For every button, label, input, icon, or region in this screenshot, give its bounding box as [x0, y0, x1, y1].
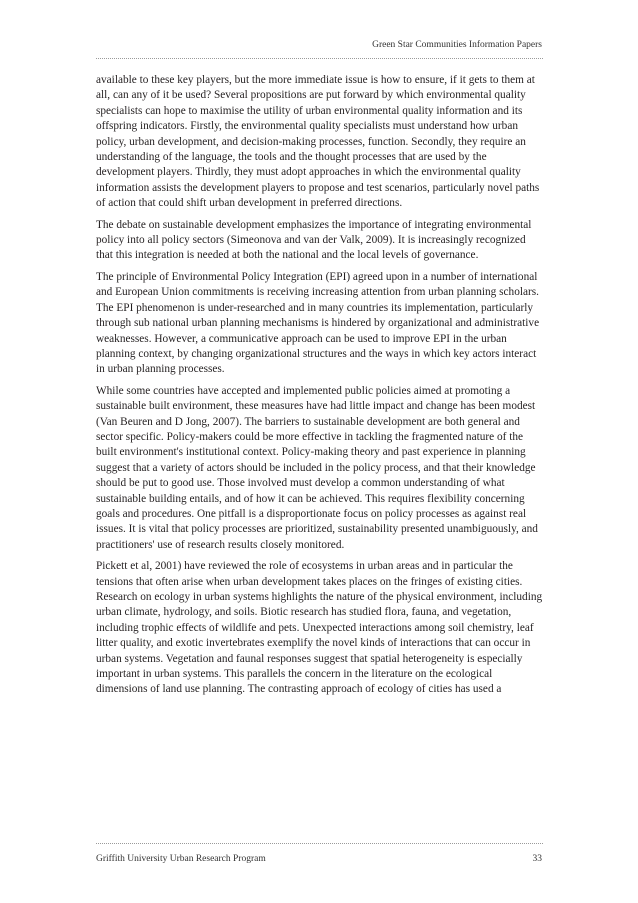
header-title: Green Star Communities Information Papers	[372, 40, 542, 50]
body-text	[96, 73, 543, 704]
paragraph: Pickett et al, 2001) have reviewed the role of ecosystems in urban areas and in particular the tensions that often arise when urban development takes places on the fringes of existing cities. Research on ecology in urban systems highlights the nature of the physical environment, including urban climate, hydrology, and soils. Biotic research has studied flora, fauna, and vegetation, including trophic effects of wildlife and pets. Unexpected interactions among soil chemistry, leaf litter quality, and exotic invertebrates exemplify the novel kinds of interactions that can occur in urban systems. Vegetation and faunal responses suggest that spatial heterogeneity is especially important in urban systems. This parallels the concern in the literature on the ecological dimensions of land use planning. The contrasting approach of ecology of cities has used a	[96, 560, 543, 696]
paragraph: The debate on sustainable development emphasizes the importance of integrating environmental policy into all policy sectors (Simeonova and van der Valk, 2009). It is increasingly recognized that this integration is needed at both the national and the local levels of governance.	[96, 218, 532, 262]
header-divider	[96, 58, 543, 59]
paragraph: available to these key players, but the more immediate issue is how to ensure, if it gets to them at all, can any of it be used? Several propositions are put forward by which environmental quality specialists can hope to maximise the utility of urban environmental quality information and its offspring indicators. Firstly, the environmental quality specialists must understand how urban policy, urban development, and decision-making processes, function. Secondly, they require an understanding of the language, the tools and the thought processes that are used by the development players. Thirdly, they must adopt approaches in which the environmental quality information assists the development players to propose and test scenarios, particularly novel paths of action that could shift urban development in preferred directions.	[96, 74, 540, 210]
page-number: 33	[532, 854, 542, 864]
footer-program: Griffith University Urban Research Program	[96, 854, 266, 864]
paragraph: The principle of Environmental Policy Integration (EPI) agreed upon in a number of international and European Union commitments is receiving increasing attention from urban planning scholars. The EPI phenomenon is under-researched and in many countries its implementation, particularly through sub national urban planning mechanisms is hindered by organizational and administrative weaknesses. However, a communicative approach can be used to improve EPI in the urban planning context, by changing organizational structures and the ways in which key actors interact in urban planning processes.	[96, 270, 540, 376]
paragraph: While some countries have accepted and implemented public policies aimed at promoting a sustainable built environment, these measures have had little impact and change has been modest (Van Beuren and D Jong, 2007). The barriers to sustainable development are both general and sector specific. Policy-makers could be more effective in tackling the fragmented nature of the built environment's institutional context. Policy-making theory and past experience in planning suggest that a variety of actors should be included in the policy process, and that their knowledge should be put to good use. Those involved must develop a common understanding of what sustainable building entails, and of how it can be achieved. This requires flexibility concerning goals and procedures. One pitfall is a disproportionate focus on policy processes as against real issues. It is vital that policy processes are prioritized, sustainability presented unambiguously, and practitioners' use of research results closely monitored.	[96, 384, 538, 551]
footer-divider	[96, 843, 543, 844]
